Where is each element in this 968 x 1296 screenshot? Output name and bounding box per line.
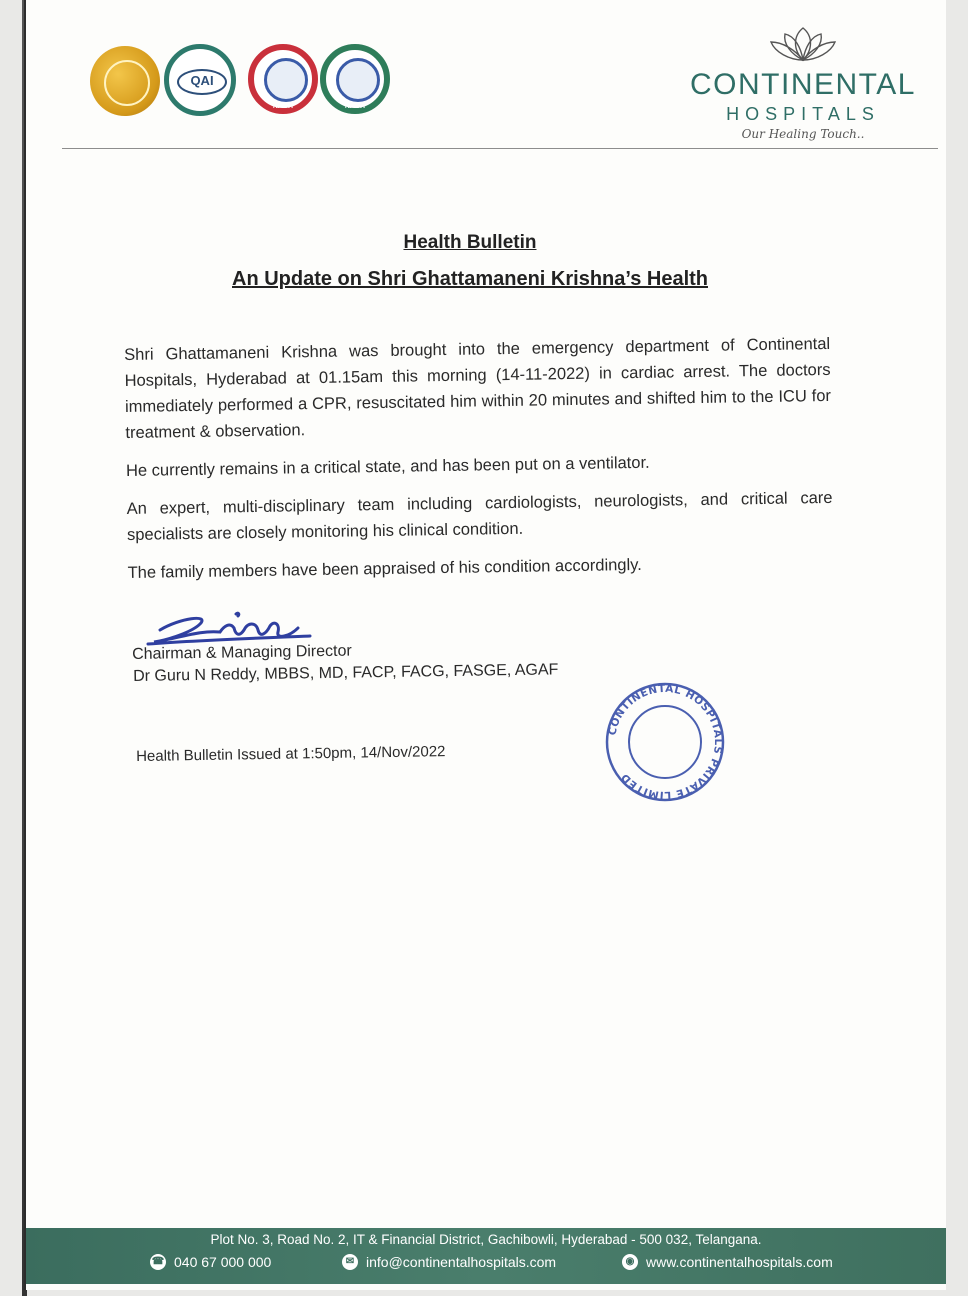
bulletin-subtitle: An Update on Shri Ghattamaneni Krishna’s Health: [232, 268, 708, 290]
footer-email: [342, 1254, 556, 1270]
bulletin-paragraph: Shri Ghattamaneni Krishna was brought into the emergency department of Continental Hospitals, Hyderabad at 01.15am this morning (14-11-2022) in cardiac arrest. The doctors immediately performed a CPR, resuscitated him within 20 minutes and shifted him to the ICU for treatment & observation.: [124, 334, 832, 442]
phone-icon: ☎: [150, 1254, 166, 1270]
issued-timestamp: Health Bulletin Issued at 1:50pm, 14/Nov/2022: [136, 743, 446, 765]
header-divider: [62, 148, 938, 149]
bulletin-body: [124, 331, 834, 598]
stamp-text: CONTINENTAL HOSPITALS PRIVATE LIMITED: [606, 682, 725, 802]
footer-address: Plot No. 3, Road No. 2, IT & Financial District, Gachibowli, Hyderabad - 500 032, Telangana.: [210, 1232, 762, 1247]
jci-gold-seal-icon: [90, 46, 160, 116]
footer-bar: [26, 1228, 946, 1284]
hospital-stamp: [598, 682, 732, 802]
bulletin-paragraph: He currently remains in a critical state, and has been put on a ventilator.: [125, 453, 650, 480]
logo-subtitle: HOSPITALS: [726, 104, 880, 124]
nabh-badge-label: NABH: [272, 103, 294, 110]
bulletin-paragraph: The family members have been appraised of his condition accordingly.: [127, 555, 642, 582]
logo-tagline: Our Healing Touch..: [741, 127, 865, 141]
footer-phone-text: 040 67 000 000: [174, 1254, 272, 1270]
footer-email-text: info@continentalhospitals.com: [366, 1254, 557, 1270]
nabh-nursing-badge-icon: [320, 44, 390, 114]
bulletin-title: Health Bulletin: [403, 232, 537, 253]
bulletin-paragraph: An expert, multi-disciplinary team including cardiologists, neurologists, and critical care specialists are closely monitoring his clinical condition.: [126, 488, 833, 544]
lotus-icon: [763, 24, 843, 64]
qai-badge-text: QAI: [177, 69, 227, 95]
signatory-name: Dr Guru N Reddy, MBBS, MD, FACP, FACG, FASGE, AGAF: [133, 661, 559, 685]
globe-icon: ◉: [622, 1254, 638, 1270]
qai-badge-icon: [164, 44, 236, 116]
nabh-nursing-badge-label: NABH: [344, 103, 366, 110]
hospital-logo: [688, 24, 918, 141]
footer-phone: [150, 1254, 271, 1270]
signatory-role: Chairman & Managing Director: [132, 642, 352, 663]
email-icon: ✉: [342, 1254, 358, 1270]
logo-name: CONTINENTAL: [690, 68, 916, 101]
footer-website: [622, 1254, 833, 1270]
nabh-badge-icon: [248, 44, 318, 114]
footer-website-text: www.continentalhospitals.com: [646, 1254, 833, 1270]
